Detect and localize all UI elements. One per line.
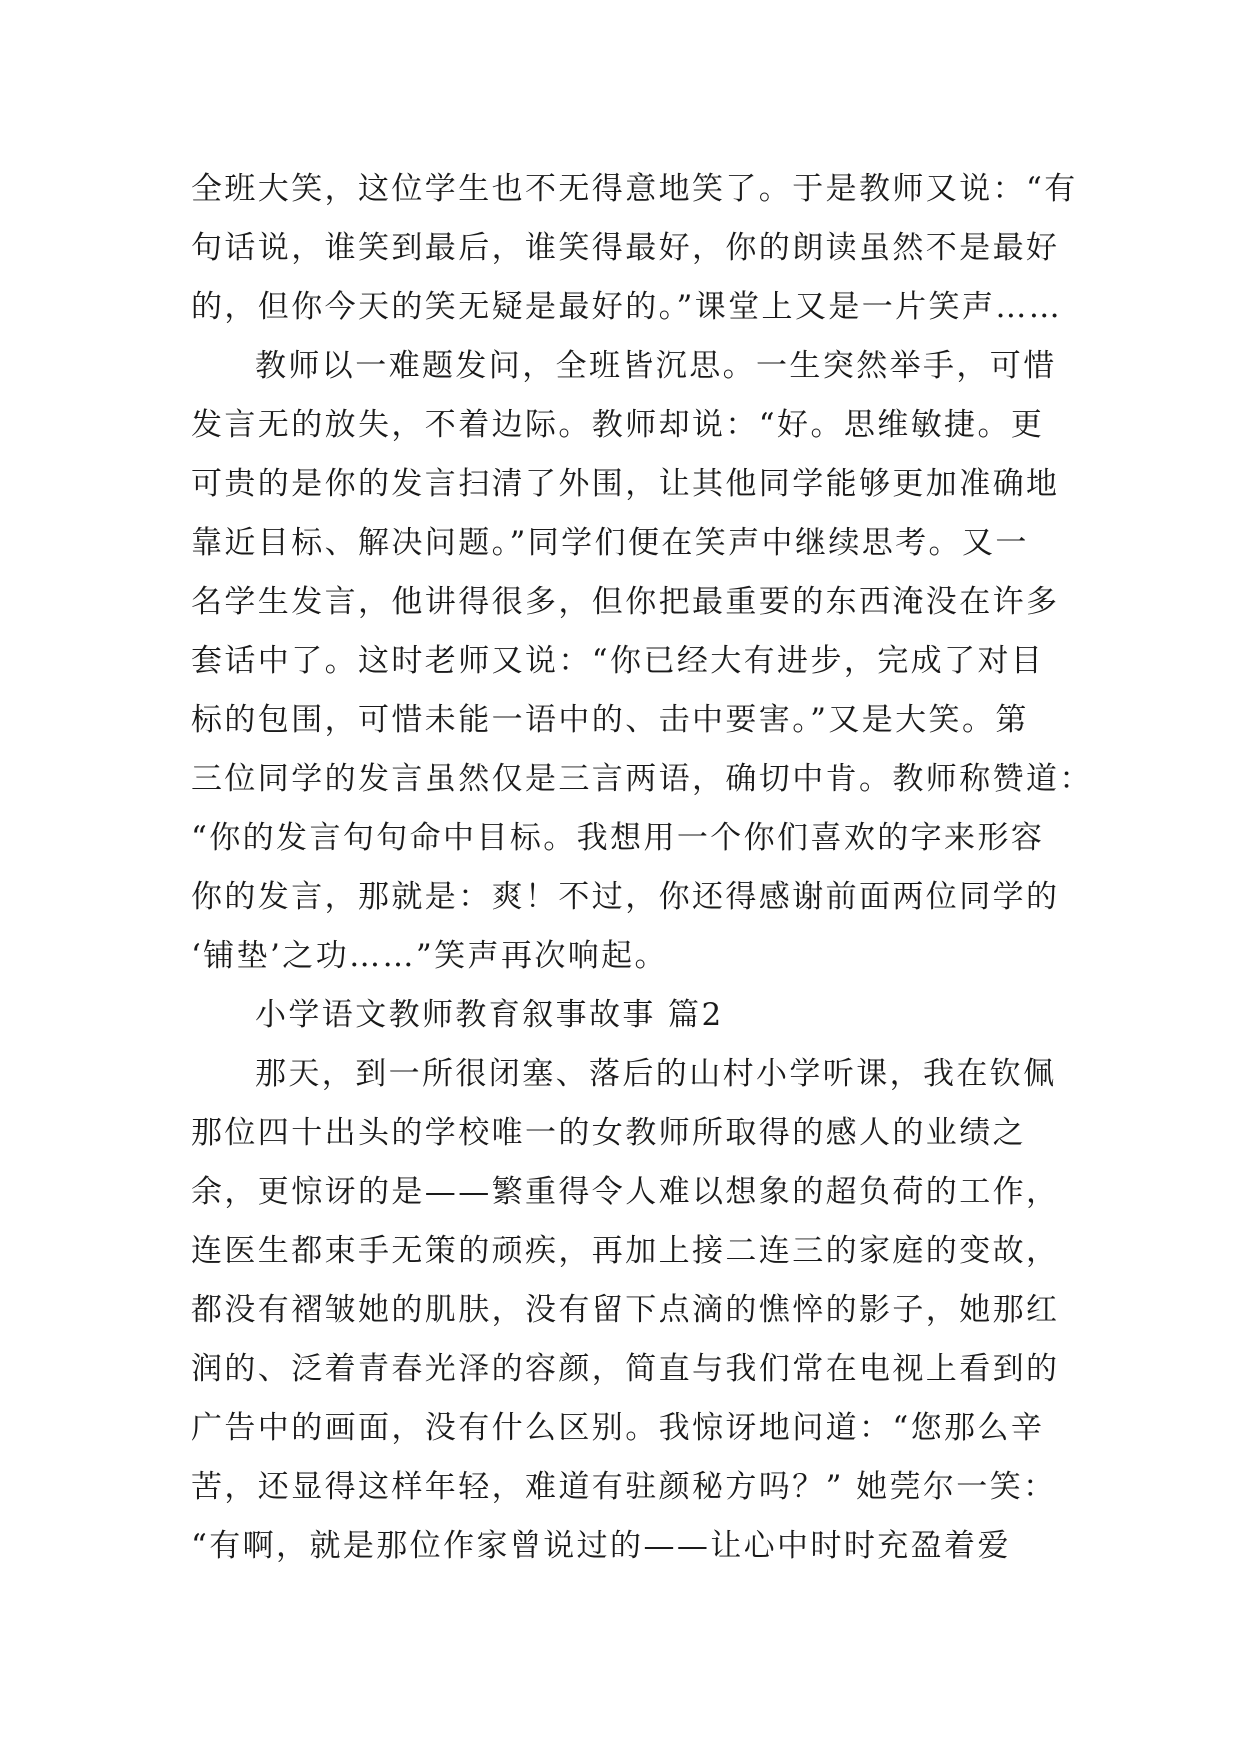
text-line: 余，更惊讶的是——繁重得令人难以想象的超负荷的工作， <box>191 1174 1060 1210</box>
text-line: 句话说，谁笑到最后，谁笑得最好，你的朗读虽然不是最好 <box>191 230 1060 266</box>
text-line: 的，但你今天的笑无疑是最好的。”课堂上又是一片笑声…… <box>191 289 1063 325</box>
text-line: 发言无的放失，不着边际。教师却说：“好。思维敏捷。更 <box>191 407 1045 443</box>
text-line: 标的包围，可惜未能一语中的、击中要害。”又是大笑。第 <box>191 702 1029 738</box>
text-line: “有啊，就是那位作家曾说过的——让心中时时充盈着爱 <box>191 1528 1011 1564</box>
text-line: 都没有褶皱她的肌肤，没有留下点滴的憔悴的影子，她那红 <box>191 1292 1060 1328</box>
paragraph-first-line: 那天，到一所很闭塞、落后的山村小学听课，我在钦佩 <box>255 1056 1057 1092</box>
text-line: 三位同学的发言虽然仅是三言两语，确切中肯。教师称赞道： <box>191 761 1093 797</box>
document-body <box>191 160 1093 1576</box>
text-line: 苦，还显得这样年轻，难道有驻颜秘方吗？” 她莞尔一笑： <box>191 1469 1057 1505</box>
text-line: 广告中的画面，没有什么区别。我惊讶地问道：“您那么辛 <box>191 1410 1045 1446</box>
text-line: 润的、泛着青春光泽的容颜，简直与我们常在电视上看到的 <box>191 1351 1060 1387</box>
text-line: ‘铺垫’之功……”笑声再次响起。 <box>191 938 668 974</box>
paragraph-first-line: 小学语文教师教育叙事故事 篇2 <box>255 997 724 1033</box>
text-line: 全班大笑，这位学生也不无得意地笑了。于是教师又说：“有 <box>191 171 1078 207</box>
paragraph-first-line: 教师以一难题发问，全班皆沉思。一生突然举手，可惜 <box>255 348 1057 384</box>
text-line: “你的发言句句命中目标。我想用一个你们喜欢的字来形容 <box>191 820 1045 856</box>
text-line: 名学生发言，他讲得很多，但你把最重要的东西淹没在许多 <box>191 584 1060 620</box>
text-line: 那位四十出头的学校唯一的女教师所取得的感人的业绩之 <box>191 1115 1026 1151</box>
text-line: 连医生都束手无策的顽疾，再加上接二连三的家庭的变故， <box>191 1233 1060 1269</box>
text-line: 你的发言，那就是：爽！不过，你还得感谢前面两位同学的 <box>191 879 1060 915</box>
text-line: 靠近目标、解决问题。”同学们便在笑声中继续思考。又一 <box>191 525 1029 561</box>
text-line: 套话中了。这时老师又说：“你已经大有进步，完成了对目 <box>191 643 1045 679</box>
text-line: 可贵的是你的发言扫清了外围，让其他同学能够更加准确地 <box>191 466 1060 502</box>
